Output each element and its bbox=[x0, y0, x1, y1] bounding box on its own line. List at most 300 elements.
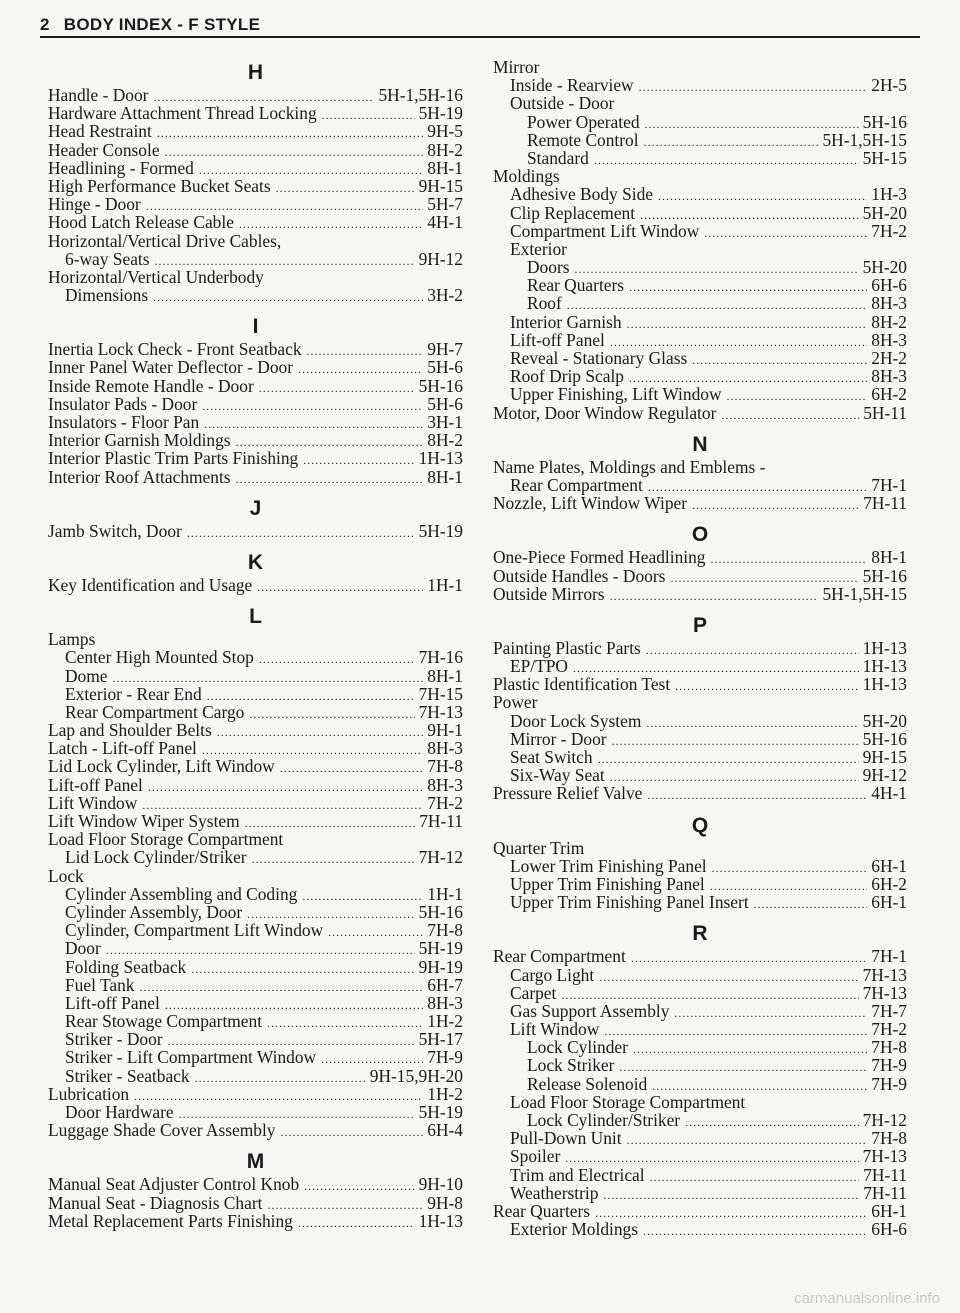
index-entry bbox=[493, 567, 907, 585]
index-entry bbox=[493, 76, 907, 94]
page-header bbox=[40, 14, 920, 38]
dot-leader bbox=[303, 451, 414, 469]
index-entry bbox=[493, 1202, 907, 1220]
index-entry bbox=[48, 159, 463, 177]
index-entry bbox=[48, 449, 463, 467]
entry-page-ref: 1H-13 bbox=[862, 637, 907, 658]
entry-page-ref: 7H-8 bbox=[427, 920, 463, 941]
entry-page-ref: 7H-2 bbox=[427, 792, 463, 813]
dot-leader bbox=[692, 496, 859, 514]
dot-leader bbox=[157, 124, 423, 142]
entry-label: Lift Window Wiper System bbox=[48, 811, 240, 831]
entry-label: Inside - Rearview bbox=[510, 75, 634, 96]
index-entry bbox=[493, 857, 907, 875]
entry-page-ref: 7H-9 bbox=[871, 1055, 907, 1076]
dot-leader bbox=[322, 106, 415, 124]
entry-label: Outside Mirrors bbox=[493, 583, 605, 604]
entry-label: Lock bbox=[48, 865, 84, 886]
dot-leader bbox=[646, 641, 859, 659]
entry-label: Lock Cylinder bbox=[527, 1037, 628, 1058]
entry-label: Exterior - Rear End bbox=[65, 683, 202, 704]
entry-label: Inner Panel Water Deflector - Door bbox=[48, 357, 294, 378]
entry-label: Roof bbox=[527, 293, 562, 314]
entry-page-ref: 5H-1,5H-16 bbox=[378, 85, 463, 105]
index-entry bbox=[493, 766, 907, 784]
entry-label: Quarter Trim bbox=[493, 837, 585, 858]
dot-leader bbox=[685, 1113, 858, 1131]
entry-page-ref: 6H-1 bbox=[871, 1200, 907, 1221]
entry-page-ref: 5H-19 bbox=[418, 520, 463, 541]
section-letter-r: R bbox=[692, 922, 708, 946]
page-number: 2 bbox=[40, 15, 50, 34]
index-entry bbox=[48, 703, 463, 721]
index-entry bbox=[48, 268, 463, 286]
index-entry bbox=[493, 349, 907, 367]
dot-leader bbox=[257, 578, 423, 596]
entry-label: Reveal - Stationary Glass bbox=[510, 348, 688, 368]
dot-leader bbox=[259, 650, 415, 668]
entry-label: Hardware Attachment Thread Locking bbox=[48, 103, 317, 124]
entry-page-ref: 9H-15 bbox=[862, 747, 907, 767]
dot-leader bbox=[249, 705, 414, 723]
entry-label: Inside Remote Handle - Door bbox=[48, 375, 254, 396]
index-entry bbox=[493, 258, 907, 276]
index-entry bbox=[493, 1056, 907, 1074]
index-column-left bbox=[48, 58, 463, 1238]
entry-label: Luggage Shade Cover Assembly bbox=[48, 1120, 276, 1141]
dot-leader bbox=[148, 778, 423, 796]
entry-page-ref: 5H-15 bbox=[862, 147, 907, 168]
entry-page-ref: 5H-11 bbox=[863, 402, 907, 423]
entry-page-ref: 8H-3 bbox=[871, 366, 907, 387]
entry-label: Center High Mounted Stop bbox=[65, 647, 254, 668]
index-entry bbox=[493, 294, 907, 312]
dot-leader bbox=[134, 1087, 423, 1105]
index-entry bbox=[493, 693, 907, 711]
index-entry bbox=[48, 939, 463, 957]
index-entry bbox=[48, 1048, 463, 1066]
index-entry bbox=[493, 94, 907, 112]
entry-page-ref: 6H-1 bbox=[871, 892, 907, 913]
entry-label: Load Floor Storage Compartment bbox=[510, 1091, 746, 1112]
dot-leader bbox=[298, 360, 423, 378]
entry-label: Key Identification and Usage bbox=[48, 574, 253, 595]
index-entry bbox=[493, 1111, 907, 1129]
entry-label: Painting Plastic Parts bbox=[493, 637, 641, 658]
dot-leader bbox=[139, 978, 423, 996]
index-entry bbox=[48, 431, 463, 449]
index-entry bbox=[493, 240, 907, 258]
entry-label: Pull-Down Unit bbox=[510, 1128, 622, 1149]
entry-label: Moldings bbox=[493, 166, 560, 187]
index-entry bbox=[493, 385, 907, 403]
entry-label: Power bbox=[493, 692, 538, 713]
dot-leader bbox=[302, 887, 423, 905]
entry-label: One-Piece Formed Headlining bbox=[493, 547, 706, 568]
entry-page-ref: 5H-16 bbox=[862, 728, 907, 749]
index-entry bbox=[493, 1020, 907, 1038]
entry-page-ref: 8H-2 bbox=[427, 430, 463, 451]
entry-page-ref: 7H-1 bbox=[871, 946, 907, 967]
entry-page-ref: 6H-2 bbox=[871, 384, 907, 405]
index-entry bbox=[48, 976, 463, 994]
dot-leader bbox=[276, 179, 415, 197]
index-entry bbox=[493, 1038, 907, 1056]
entry-page-ref: 9H-12 bbox=[418, 248, 463, 269]
entry-page-ref: 2H-2 bbox=[871, 348, 907, 368]
index-entry bbox=[48, 1012, 463, 1030]
entry-label: Lift-off Panel bbox=[65, 992, 160, 1013]
index-entry bbox=[48, 794, 463, 812]
entry-label: Striker - Door bbox=[65, 1029, 163, 1050]
entry-label: Upper Finishing, Lift Window bbox=[510, 384, 722, 405]
entry-label: Door Hardware bbox=[65, 1102, 174, 1122]
entry-label: 6-way Seats bbox=[65, 248, 150, 269]
index-entry bbox=[493, 1002, 907, 1020]
index-entry bbox=[48, 1121, 463, 1139]
index-entry bbox=[48, 195, 463, 213]
entry-page-ref: 7H-8 bbox=[427, 756, 463, 777]
index-entry bbox=[493, 784, 907, 802]
dot-leader bbox=[599, 968, 858, 986]
entry-label: Interior Roof Attachments bbox=[48, 466, 231, 487]
entry-label: Compartment Lift Window bbox=[510, 220, 700, 241]
index-column-right bbox=[493, 58, 907, 1246]
entry-label: Lubrication bbox=[48, 1083, 130, 1104]
index-entry bbox=[48, 141, 463, 159]
dot-leader bbox=[644, 133, 819, 151]
index-entry bbox=[48, 630, 463, 648]
entry-label: Head Restraint bbox=[48, 121, 152, 142]
entry-page-ref: 1H-13 bbox=[862, 674, 907, 695]
entry-label: High Performance Bucket Seats bbox=[48, 175, 271, 196]
entry-label: Lower Trim Finishing Panel bbox=[510, 855, 707, 876]
dot-leader bbox=[612, 732, 859, 750]
entry-page-ref: 9H-8 bbox=[427, 1192, 463, 1213]
entry-page-ref: 6H-7 bbox=[427, 974, 463, 995]
entry-label: Lift-off Panel bbox=[510, 329, 605, 350]
entry-label: Clip Replacement bbox=[510, 202, 636, 223]
entry-page-ref: 7H-9 bbox=[427, 1047, 463, 1068]
entry-label: Spoiler bbox=[510, 1146, 561, 1167]
entry-page-ref: 8H-2 bbox=[427, 139, 463, 160]
entry-page-ref: 5H-19 bbox=[418, 938, 463, 959]
entry-label: Adhesive Body Side bbox=[510, 184, 653, 205]
dot-leader bbox=[658, 187, 867, 205]
entry-page-ref: 7H-2 bbox=[871, 220, 907, 241]
entry-label: Header Console bbox=[48, 139, 160, 160]
entry-label: Six-Way Seat bbox=[510, 765, 605, 786]
index-entry bbox=[48, 1085, 463, 1103]
entry-page-ref: 7H-11 bbox=[419, 811, 463, 831]
index-entry bbox=[493, 149, 907, 167]
entry-page-ref: 3H-2 bbox=[427, 285, 463, 306]
entry-page-ref: 7H-12 bbox=[418, 847, 463, 868]
index-entry bbox=[493, 131, 907, 149]
entry-label: Outside Handles - Doors bbox=[493, 565, 666, 586]
entry-page-ref: 6H-6 bbox=[871, 1219, 907, 1240]
entry-page-ref: 1H-2 bbox=[427, 1011, 463, 1032]
entry-label: Weatherstrip bbox=[510, 1182, 599, 1203]
entry-page-ref: 7H-9 bbox=[871, 1073, 907, 1094]
index-entry bbox=[48, 286, 463, 304]
entry-label: Roof Drip Scalp bbox=[510, 366, 624, 387]
entry-label: Cylinder Assembling and Coding bbox=[65, 883, 298, 904]
index-entry bbox=[493, 984, 907, 1002]
entry-label: Gas Support Assembly bbox=[510, 1000, 670, 1021]
dot-leader bbox=[598, 750, 859, 768]
section-letter-q: Q bbox=[691, 813, 709, 837]
index-entry bbox=[48, 885, 463, 903]
index-entry bbox=[493, 494, 907, 512]
entry-page-ref: 8H-1 bbox=[427, 157, 463, 178]
entry-page-ref: 7H-8 bbox=[871, 1128, 907, 1149]
entry-label: Seat Switch bbox=[510, 747, 593, 767]
entry-page-ref: 6H-6 bbox=[871, 275, 907, 296]
section-letter-p: P bbox=[692, 613, 707, 637]
entry-page-ref: 7H-7 bbox=[871, 1000, 907, 1021]
dot-leader bbox=[187, 524, 415, 542]
entry-label: Headlining - Formed bbox=[48, 157, 194, 178]
entry-page-ref: 9H-19 bbox=[418, 956, 463, 977]
entry-page-ref: 3H-1 bbox=[427, 412, 463, 432]
entry-page-ref: 7H-11 bbox=[863, 493, 907, 514]
dot-leader bbox=[204, 415, 423, 433]
index-entry bbox=[48, 685, 463, 703]
index-entry bbox=[48, 122, 463, 140]
index-entry bbox=[493, 313, 907, 331]
entry-page-ref: 6H-1 bbox=[871, 855, 907, 876]
entry-page-ref: 7H-13 bbox=[418, 701, 463, 722]
entry-label: Latch - Lift-off Panel bbox=[48, 738, 197, 759]
entry-label: Lift Window bbox=[48, 792, 138, 813]
entry-page-ref: 5H-17 bbox=[418, 1029, 463, 1050]
entry-label: Plastic Identification Test bbox=[493, 674, 671, 695]
index-entry bbox=[48, 776, 463, 794]
entry-label: Manual Seat - Diagnosis Chart bbox=[48, 1192, 263, 1213]
index-entry bbox=[48, 358, 463, 376]
entry-label: Door Lock System bbox=[510, 710, 642, 731]
index-entry bbox=[48, 667, 463, 685]
entry-page-ref: 4H-1 bbox=[871, 783, 907, 804]
entry-label: Carpet bbox=[510, 982, 557, 1003]
dot-leader bbox=[298, 1214, 415, 1232]
entry-page-ref: 7H-2 bbox=[871, 1019, 907, 1040]
entry-page-ref: 5H-7 bbox=[427, 194, 463, 215]
index-entry bbox=[48, 921, 463, 939]
entry-label: Standard bbox=[527, 147, 589, 168]
index-entry bbox=[493, 1075, 907, 1093]
dot-leader bbox=[619, 1058, 867, 1076]
index-entry bbox=[48, 830, 463, 848]
entry-label: Horizontal/Vertical Underbody bbox=[48, 266, 264, 287]
entry-label: Name Plates, Moldings and Emblems - bbox=[493, 456, 766, 477]
index-entry bbox=[493, 58, 907, 76]
index-entry bbox=[493, 276, 907, 294]
watermark: carmanualsonline.info bbox=[794, 1290, 940, 1307]
index-entry bbox=[48, 1194, 463, 1212]
entry-page-ref: 7H-11 bbox=[863, 1182, 907, 1203]
index-entry bbox=[48, 1030, 463, 1048]
dot-leader bbox=[236, 470, 424, 488]
dot-leader bbox=[727, 387, 868, 405]
dot-leader bbox=[646, 714, 858, 732]
entry-label: Power Operated bbox=[527, 111, 640, 132]
entry-label: Motor, Door Window Regulator bbox=[493, 402, 717, 423]
index-entry bbox=[493, 113, 907, 131]
dot-leader bbox=[639, 78, 868, 96]
dot-leader bbox=[267, 1014, 423, 1032]
entry-label: Rear Compartment bbox=[493, 946, 626, 967]
entry-page-ref: 1H-2 bbox=[427, 1083, 463, 1104]
entry-label: Nozzle, Lift Window Wiper bbox=[493, 493, 688, 514]
entry-label: Striker - Lift Compartment Window bbox=[65, 1047, 317, 1068]
entry-page-ref: 1H-13 bbox=[862, 656, 907, 677]
entry-page-ref: 8H-1 bbox=[427, 665, 463, 686]
entry-page-ref: 4H-1 bbox=[427, 212, 463, 233]
entry-page-ref: 9H-15 bbox=[418, 175, 463, 196]
entry-page-ref: 2H-5 bbox=[871, 75, 907, 96]
entry-page-ref: 6H-4 bbox=[427, 1120, 463, 1141]
index-entry bbox=[493, 875, 907, 893]
index-entry bbox=[493, 748, 907, 766]
entry-page-ref: 5H-19 bbox=[418, 1102, 463, 1122]
index-entry bbox=[48, 848, 463, 866]
entry-page-ref: 9H-7 bbox=[427, 339, 463, 360]
entry-label: Hood Latch Release Cable bbox=[48, 212, 234, 233]
index-entry bbox=[48, 177, 463, 195]
index-entry bbox=[493, 657, 907, 675]
index-entry bbox=[493, 639, 907, 657]
index-entry bbox=[493, 947, 907, 965]
dot-leader bbox=[217, 723, 424, 741]
dot-leader bbox=[712, 859, 868, 877]
index-entry bbox=[48, 1212, 463, 1230]
entry-label: Hinge - Door bbox=[48, 194, 141, 215]
entry-label: Upper Trim Finishing Panel bbox=[510, 873, 705, 894]
index-entry bbox=[493, 966, 907, 984]
index-entry bbox=[493, 675, 907, 693]
index-entry bbox=[48, 213, 463, 231]
dot-leader bbox=[675, 677, 858, 695]
dot-leader bbox=[191, 960, 414, 978]
entry-label: Remote Control bbox=[527, 129, 639, 150]
section-letter-h: H bbox=[247, 61, 264, 84]
index-entry bbox=[493, 331, 907, 349]
entry-label: Outside - Door bbox=[510, 93, 615, 114]
entry-label: Upper Trim Finishing Panel Insert bbox=[510, 892, 749, 913]
index-entry bbox=[493, 204, 907, 222]
index-entry bbox=[48, 468, 463, 486]
entry-page-ref: 7H-11 bbox=[863, 1164, 907, 1185]
entry-page-ref: 7H-1 bbox=[871, 474, 907, 495]
entry-page-ref: 8H-3 bbox=[427, 738, 463, 759]
entry-label: Interior Plastic Trim Parts Finishing bbox=[48, 448, 299, 469]
entry-page-ref: 5H-16 bbox=[862, 111, 907, 132]
dot-leader bbox=[594, 151, 859, 169]
index-entry bbox=[493, 404, 907, 422]
entry-label: Fuel Tank bbox=[65, 974, 135, 995]
index-entry bbox=[48, 903, 463, 921]
dot-leader bbox=[259, 379, 415, 397]
dot-leader bbox=[328, 923, 423, 941]
entry-page-ref: 1H-1 bbox=[427, 574, 463, 595]
section-letter-m: M bbox=[246, 1150, 265, 1174]
entry-page-ref: 5H-16 bbox=[862, 565, 907, 586]
dot-leader bbox=[692, 351, 867, 369]
index-entry bbox=[48, 250, 463, 268]
index-entry bbox=[493, 730, 907, 748]
entry-page-ref: 5H-6 bbox=[427, 393, 463, 414]
entry-page-ref: 5H-20 bbox=[862, 257, 907, 278]
entry-label: Insulators - Floor Pan bbox=[48, 412, 200, 432]
entry-page-ref: 5H-20 bbox=[862, 202, 907, 223]
entry-page-ref: 7H-16 bbox=[418, 647, 463, 668]
index-entry bbox=[493, 367, 907, 385]
entry-label: Rear Quarters bbox=[527, 275, 625, 296]
entry-label: Lock Cylinder/Striker bbox=[527, 1110, 681, 1130]
entry-label: Door bbox=[65, 938, 101, 959]
dot-leader bbox=[721, 406, 859, 424]
index-entry bbox=[48, 104, 463, 122]
entry-label: Handle - Door bbox=[48, 85, 149, 105]
section-letter-n: N bbox=[692, 432, 708, 456]
entry-label: Lift-off Panel bbox=[48, 774, 143, 795]
dot-leader bbox=[153, 288, 423, 306]
index-entry bbox=[493, 893, 907, 911]
dot-leader bbox=[627, 1131, 868, 1149]
section-letter-k: K bbox=[247, 550, 264, 574]
entry-label: Pressure Relief Valve bbox=[493, 783, 643, 804]
index-entry bbox=[48, 1175, 463, 1193]
index-entry bbox=[493, 1166, 907, 1184]
entry-page-ref: 9H-15,9H-20 bbox=[369, 1065, 463, 1086]
entry-label: Interior Garnish bbox=[510, 311, 622, 332]
index-entry bbox=[48, 958, 463, 976]
page-title: BODY INDEX - F STYLE bbox=[63, 15, 261, 34]
entry-label: Striker - Seatback bbox=[65, 1065, 190, 1086]
entry-label: Rear Stowage Compartment bbox=[65, 1011, 263, 1032]
index-entry bbox=[493, 1147, 907, 1165]
entry-page-ref: 1H-13 bbox=[418, 1210, 463, 1231]
index-entry bbox=[48, 867, 463, 885]
index-entry bbox=[48, 340, 463, 358]
entry-page-ref: 5H-6 bbox=[427, 357, 463, 378]
entry-page-ref: 5H-1,5H-15 bbox=[822, 129, 907, 150]
index-entry bbox=[493, 185, 907, 203]
entry-label: Lock Striker bbox=[527, 1055, 615, 1076]
entry-page-ref: 5H-20 bbox=[862, 710, 907, 731]
entry-page-ref: 9H-12 bbox=[862, 765, 907, 786]
index-entry bbox=[48, 648, 463, 666]
entry-label: Mirror - Door bbox=[510, 728, 607, 749]
index-entry bbox=[48, 812, 463, 830]
index-entry bbox=[493, 585, 907, 603]
section-letter-j: J bbox=[249, 496, 262, 520]
index-entry bbox=[48, 757, 463, 775]
entry-label: Exterior bbox=[510, 238, 567, 259]
entry-page-ref: 6H-2 bbox=[871, 873, 907, 894]
dot-leader bbox=[603, 1186, 859, 1204]
entry-page-ref: 8H-3 bbox=[871, 293, 907, 314]
entry-label: Lid Lock Cylinder, Lift Window bbox=[48, 756, 275, 777]
entry-label: Rear Quarters bbox=[493, 1200, 591, 1221]
dot-leader bbox=[643, 1222, 867, 1240]
entry-label: Dome bbox=[65, 665, 108, 686]
entry-page-ref: 9H-10 bbox=[418, 1174, 463, 1195]
entry-label: Cargo Light bbox=[510, 964, 595, 985]
dot-leader bbox=[307, 342, 424, 360]
